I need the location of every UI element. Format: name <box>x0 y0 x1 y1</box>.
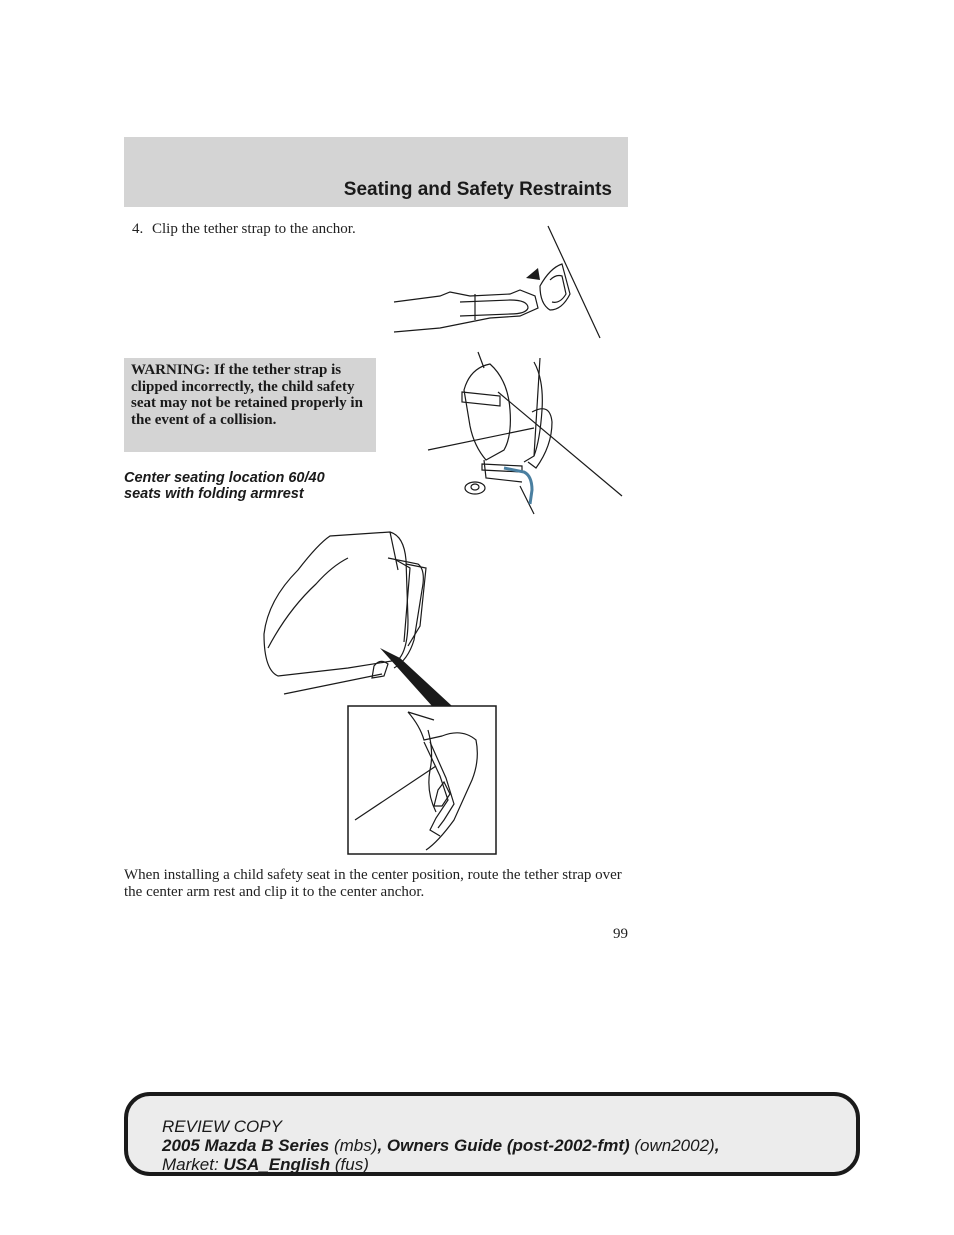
warning-box <box>124 358 376 452</box>
review-copy-line-2 <box>162 1136 842 1155</box>
review-copy-label: REVIEW COPY <box>162 1117 282 1136</box>
instruction-step <box>132 221 362 238</box>
guide-name: Owners Guide (post-2002-fmt) <box>386 1136 630 1155</box>
step-number: 4. <box>132 221 144 237</box>
section-title: Seating and Safety Restraints <box>343 179 612 200</box>
review-copy-text <box>162 1117 842 1174</box>
market-code: (fus) <box>330 1155 369 1174</box>
separator-2: , <box>714 1136 720 1155</box>
review-copy-line-3 <box>162 1155 842 1174</box>
guide-code: (own2002) <box>629 1136 715 1155</box>
tether-strap-clip-illustration <box>390 224 605 342</box>
market-label: Market: <box>162 1155 224 1174</box>
warning-text: WARNING: If the tether strap is clipped incorrectly, the child safety seat may not be retained properly in the event of a collision. <box>131 362 363 428</box>
market-name: USA_English <box>223 1155 331 1174</box>
body-paragraph: When installing a child safety seat in the center position, route the tether strap over the center arm rest and clip it to the center anchor. <box>124 867 622 900</box>
subheading: Center seating location 60/40 seats with folding armrest <box>124 470 325 502</box>
tether-anchor-illustration <box>424 350 628 516</box>
model-code: (mbs) <box>329 1136 378 1155</box>
separator-1: , <box>377 1136 387 1155</box>
section-header-band <box>124 137 628 207</box>
page-number: 99 <box>613 926 628 942</box>
center-seat-armrest-illustration <box>258 530 504 860</box>
step-text: Clip the tether strap to the anchor. <box>152 221 356 237</box>
model-name: 2005 Mazda B Series <box>162 1136 330 1155</box>
